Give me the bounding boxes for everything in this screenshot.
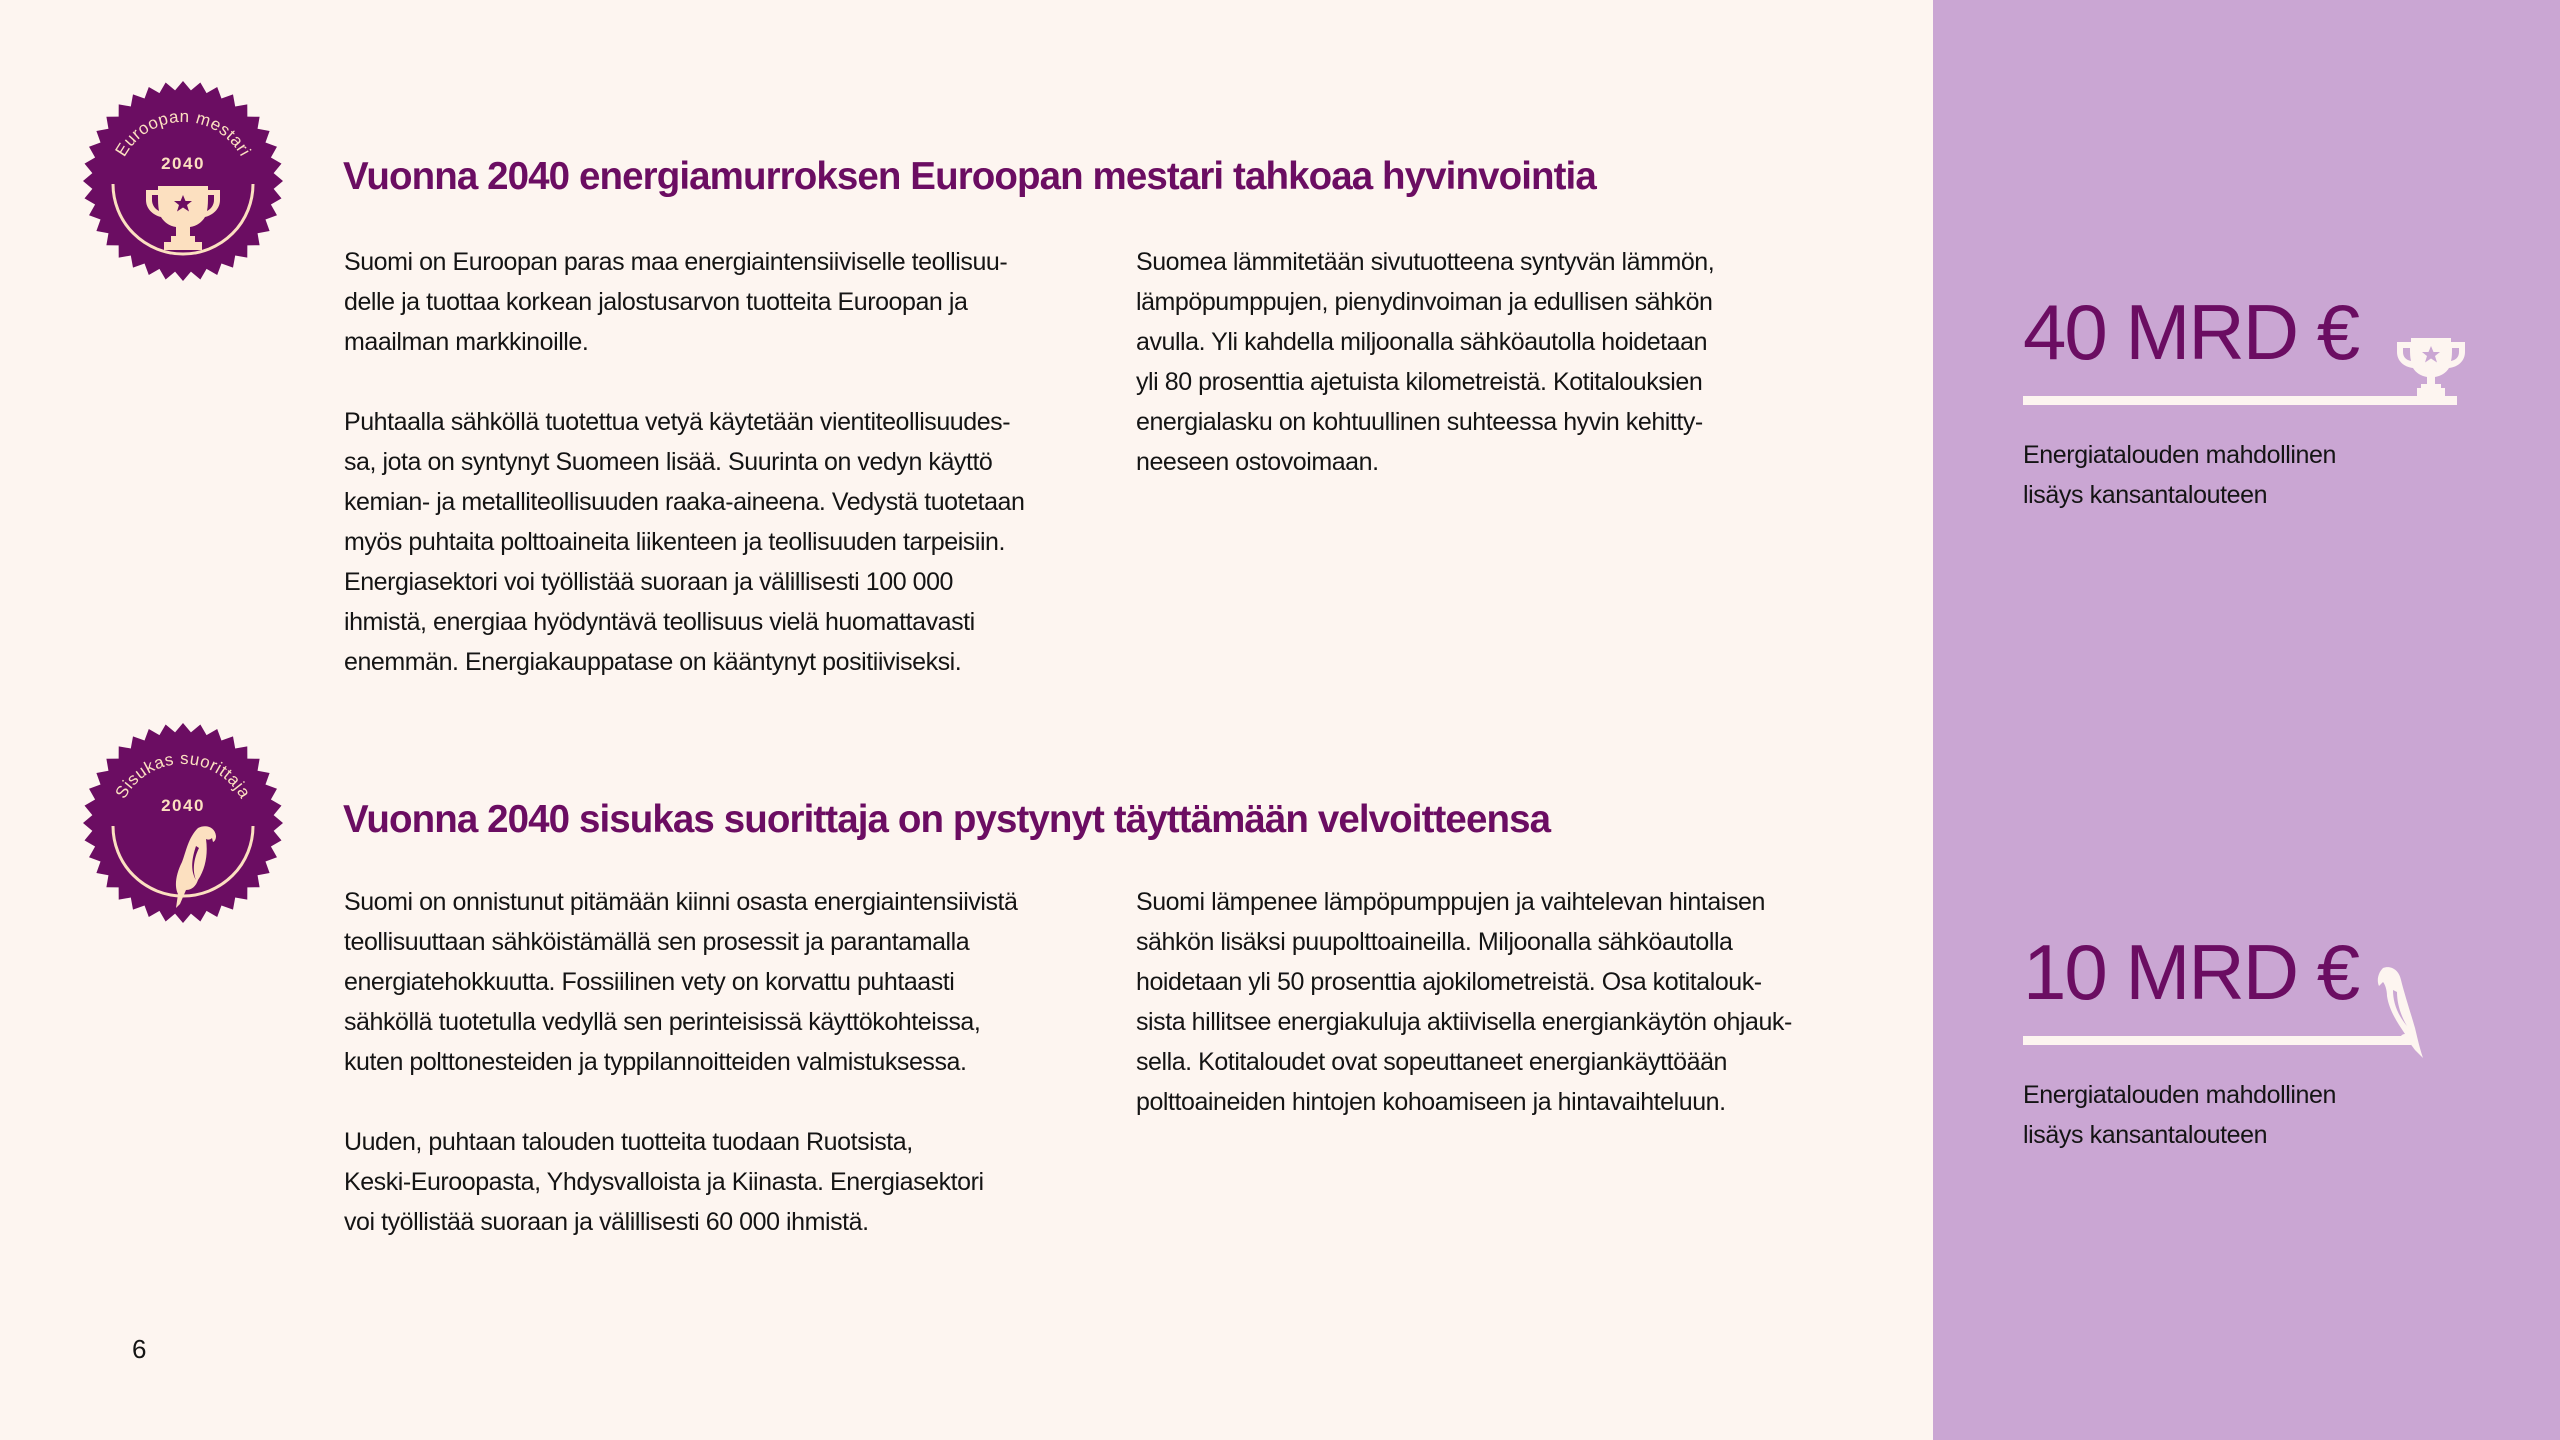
stat-caption: Energiatalouden mahdollinen lisäys kansantalouteen [2023,1081,2337,1149]
stat-value: 40 MRD € [2023,288,2359,376]
paragraph: Suomi on Euroopan paras maa energiaintensiiviselle teollisuu- delle ja tuottaa korkean jalostusarvon tuotteita Euroopan ja maailman markkinoille. [344,248,1008,356]
paragraph: Suomi on onnistunut pitämään kiinni osasta energiaintensiivistä teollisuuttaan sähköistämällä sen prosessit ja parantamalla energiatehokkuutta. Fossiilinen vety on korvattu puhtaasti sähköllä tuotetulla vedyllä sen perinteisissä käyttökohteissa, kuten polttonesteiden ja typpilannoitteiden valmistuksessa. [344,888,1018,1076]
paragraph: Suomi lämpenee lämpöpumppujen ja vaihtelevan hintaisen sähkön lisäksi puupolttoaineilla. Miljoonalla sähköautolla hoidetaan yli 50 prosenttia ajokilometreistä. Osa kotitalouk- sista hillitsee energiakuluja aktiivisella energiankäytön ohjauk- sella. Kotitaloudet ovat sopeuttaneet energiankäyttöään polttoaineiden hintojen kohoamiseen ja hintavaihteluun. [1136,888,1792,1116]
stats-sidebar [1933,0,2560,1440]
paragraph: Uuden, puhtaan talouden tuotteita tuodaan Ruotsista, Keski-Euroopasta, Yhdysvalloista ja Kiinasta. Energiasektori voi työllistää suoraan ja välillisesti 60 000 ihmistä. [344,1128,984,1236]
badge-arc-text: Euroopan mestari [111,106,255,160]
badge-year: 2040 [161,796,205,815]
badge-sisukas-suorittaja [78,718,288,928]
section-2-left-column [344,882,1104,1242]
section-2-right-column [1136,882,1896,1122]
stat-caption: Energiatalouden mahdollinen lisäys kansantalouteen [2023,441,2337,509]
badge-seal-icon [78,718,288,928]
badge-euroopan-mestari [78,76,288,286]
paragraph: Suomea lämmitetään sivutuotteena syntyvän lämmön, lämpöpumppujen, pienydinvoiman ja edullisen sähkön avulla. Yli kahdella miljoonalla sähköautolla hoidetaan yli 80 prosenttia ajetuista kilometreistä. Kotitalouksien energialasku on kohtuullinen suhteessa hyvin kehitty- neeseen ostovoimaan. [1136,248,1715,476]
stat-value: 10 MRD € [2023,928,2359,1016]
stat-underline [2023,1036,2411,1045]
section-1-right-column [1136,242,1896,482]
trophy-icon [2395,336,2467,398]
page-number: 6 [132,1334,147,1364]
paragraph: Puhtaalla sähköllä tuotettua vetyä käytetään vientiteollisuudes- sa, jota on syntynyt Suomeen lisää. Suurinta on vedyn käyttö kemian- ja metalliteollisuuden raaka-aineena. Vedystä tuotetaan myös puhtaita polttoaineita liikenteen ja teollisuuden tarpeisiin. Energiasektori voi työllistää suoraan ja välillisesti 100 000 ihmistä, energiaa hyödyntävä teollisuus vielä huomattavasti enemmän. Energiakauppatase on kääntynyt positiiviseksi. [344,408,1025,676]
badge-seal-icon [78,76,288,286]
stat-underline [2023,396,2457,405]
badge-year: 2040 [161,154,205,173]
section-1-left-column [344,242,1104,682]
section-heading: Vuonna 2040 sisukas suorittaja on pystynyt täyttämään velvoitteensa [343,798,1551,841]
badge-arc-text: Sisukas suorittaja [111,748,255,802]
section-heading: Vuonna 2040 energiamurroksen Euroopan mestari tahkoaa hyvinvointia [343,155,1596,198]
parrot-icon [2375,966,2425,1058]
